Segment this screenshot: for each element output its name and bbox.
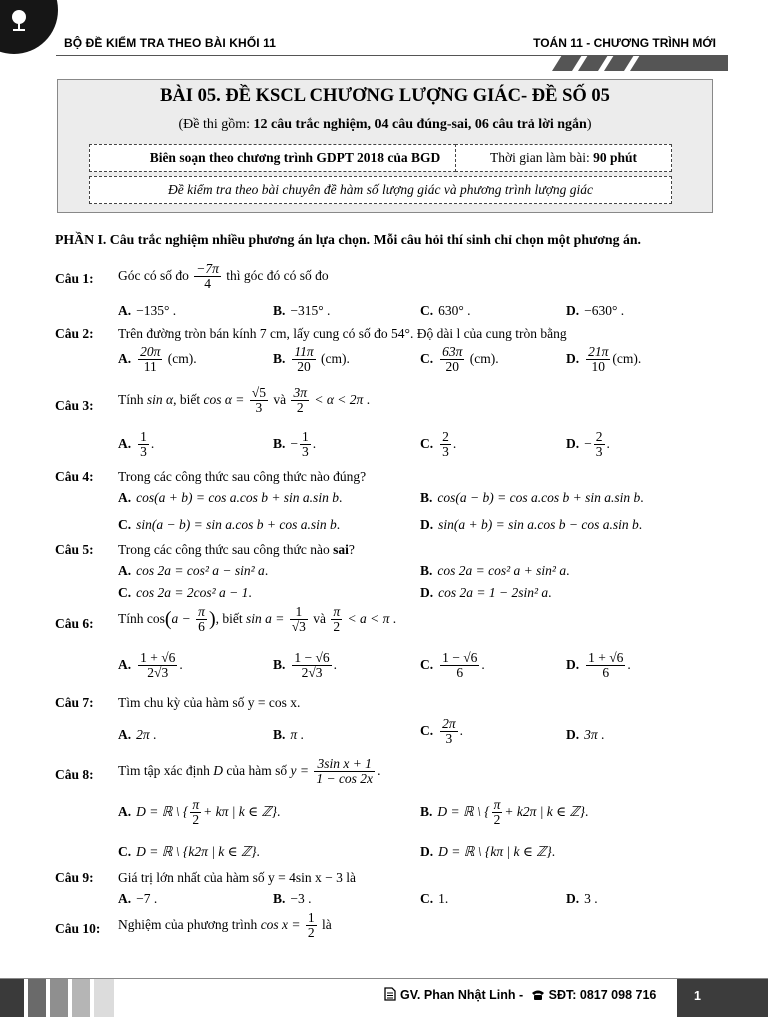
option-d: D. $\frac{21\pi}{10}$ (cm).	[566, 344, 642, 375]
header-subject: TOÁN 11 - CHƯƠNG TRÌNH MỚI	[533, 36, 716, 50]
part-1-heading: PHẦN I. Câu trắc nghiệm nhiều phương án lựa chọn. Mỗi câu hỏi thí sinh chỉ chọn một phương án.	[55, 232, 641, 247]
logo	[0, 0, 58, 54]
option-c: C. sin(a − b) = sin a.cos b + cos a.sin b.	[118, 517, 341, 532]
header-series-title: BỘ ĐỀ KIỂM TRA THEO BÀI KHỐI 11	[64, 36, 277, 50]
phone-icon	[531, 989, 545, 1001]
option-b: B. − $\frac{1}{3}$ .	[273, 429, 317, 460]
question-label: Câu 1:	[55, 271, 94, 286]
question-text: Góc có số đo $\frac{-7\pi}{4}$ thì góc đó có số đo	[118, 261, 329, 292]
option-a: A. $\frac{1}{3}$ .	[118, 429, 155, 460]
option-d: D. 3 .	[566, 891, 598, 906]
question-text: Tìm chu kỳ của hàm số y = cos x.	[118, 695, 301, 710]
header-stripes-decoration	[548, 55, 728, 71]
option-b: B. π .	[273, 727, 304, 742]
option-c: C. D = ℝ \ {k2π | k ∈ ℤ}.	[118, 844, 260, 859]
question-label: Câu 9:	[55, 870, 94, 885]
document-icon	[384, 987, 396, 1001]
exam-composition: (Đề thi gồm: 12 câu trắc nghiệm, 04 câu đúng-sai, 06 câu trả lời ngắn)	[178, 117, 592, 132]
option-a: A. −135° .	[118, 303, 177, 318]
option-b: B. $\frac{1 - √6}{2√3}$ .	[273, 650, 338, 681]
question-label: Câu 7:	[55, 695, 94, 710]
option-a: A. $\frac{20\pi}{11}$ (cm).	[118, 344, 197, 375]
option-d: D. 3π .	[566, 727, 605, 742]
option-c: C. 630° .	[420, 303, 471, 318]
question-label: Câu 3:	[55, 398, 94, 413]
exam-title-box	[57, 79, 713, 213]
option-c: C. $\frac{2\pi}{3}$ .	[420, 716, 464, 747]
question-text: Tính sin α, biết cos α = $\frac{√5}{3}$ và $\frac{3\pi}{2}$ < α < 2π .	[118, 385, 371, 416]
option-b: B. cos(a − b) = cos a.cos b + sin a.sin b.	[420, 490, 644, 505]
option-c: C. cos 2a = 2cos² a − 1.	[118, 585, 252, 600]
question-label: Câu 8:	[55, 767, 94, 782]
question-label: Câu 6:	[55, 616, 94, 631]
question-text: Trong các công thức sau công thức nào sai?	[118, 542, 355, 557]
question-text: Trên đường tròn bán kính 7 cm, lấy cung có số đo 54°. Độ dài l của cung tròn bằng	[118, 326, 567, 341]
question-text: Tính cos(a − $\frac{\pi}{6}$ ), biết sin a = $\frac{1}{√3}$ và $\frac{\pi}{2}$ < a < π .	[118, 604, 397, 635]
topic-note: Đề kiểm tra theo bài chuyên đề hàm số lượng giác và phương trình lượng giác	[89, 176, 672, 204]
option-c: C. 1.	[420, 891, 449, 906]
option-b: B. −3 .	[273, 891, 312, 906]
page-number: 1	[677, 979, 768, 1017]
question-label: Câu 10:	[55, 921, 101, 936]
option-b: B. cos 2a = cos² a + sin² a.	[420, 563, 570, 578]
exam-title: BÀI 05. ĐỀ KSCL CHƯƠNG LƯỢNG GIÁC- ĐỀ SỐ 05	[160, 86, 610, 106]
time-limit: Thời gian làm bài: 90 phút	[455, 144, 672, 172]
option-b: B. −315° .	[273, 303, 331, 318]
option-a: A. −7 .	[118, 891, 158, 906]
option-b: B. D = ℝ \ { $\frac{\pi}{2}$ + k2π | k ∈ ℤ}.	[420, 797, 589, 828]
option-d: D. − $\frac{2}{3}$ .	[566, 429, 610, 460]
option-d: D. $\frac{1 + √6}{6}$ .	[566, 650, 631, 681]
option-c: C. $\frac{2}{3}$ .	[420, 429, 457, 460]
option-a: A. $\frac{1 + √6}{2√3}$ .	[118, 650, 183, 681]
option-c: C. $\frac{1 - √6}{6}$ .	[420, 650, 485, 681]
question-label: Câu 5:	[55, 542, 94, 557]
question-label: Câu 2:	[55, 326, 94, 341]
option-d: D. cos 2a = 1 − 2sin² a.	[420, 585, 552, 600]
question-text: Trong các công thức sau công thức nào đúng?	[118, 469, 367, 484]
program-note: Biên soạn theo chương trình GDPT 2018 của BGD	[89, 144, 501, 172]
option-c: C. $\frac{63\pi}{20}$ (cm).	[420, 344, 499, 375]
option-a: A. cos(a + b) = cos a.cos b + sin a.sin b.	[118, 490, 343, 505]
question-label: Câu 4:	[55, 469, 94, 484]
option-d: D. −630° .	[566, 303, 625, 318]
option-b: B. $\frac{11\pi}{20}$ (cm).	[273, 344, 350, 375]
option-a: A. D = ℝ \ { $\frac{\pi}{2}$ + kπ | k ∈ ℤ}.	[118, 797, 281, 828]
option-a: A. 2π .	[118, 727, 157, 742]
option-d: D. sin(a + b) = sin a.cos b − cos a.sin b.	[420, 517, 643, 532]
footer-author: GV. Phan Nhật Linh - SĐT: 0817 098 716	[384, 987, 656, 1002]
option-a: A. cos 2a = cos² a − sin² a.	[118, 563, 269, 578]
question-text: Giá trị lớn nhất của hàm số y = 4sin x − 3 là	[118, 870, 356, 885]
question-text: Nghiệm của phương trình cos x = $\frac{1}{2}$ là	[118, 910, 332, 941]
option-d: D. D = ℝ \ {kπ | k ∈ ℤ}.	[420, 844, 556, 859]
tree-logo-icon	[6, 8, 32, 34]
question-text: Tìm tập xác định D của hàm số y = $\frac{\text{3sin x + 1}}{1 - \cos 2x}$ .	[118, 756, 381, 787]
footer-divider	[0, 978, 768, 979]
